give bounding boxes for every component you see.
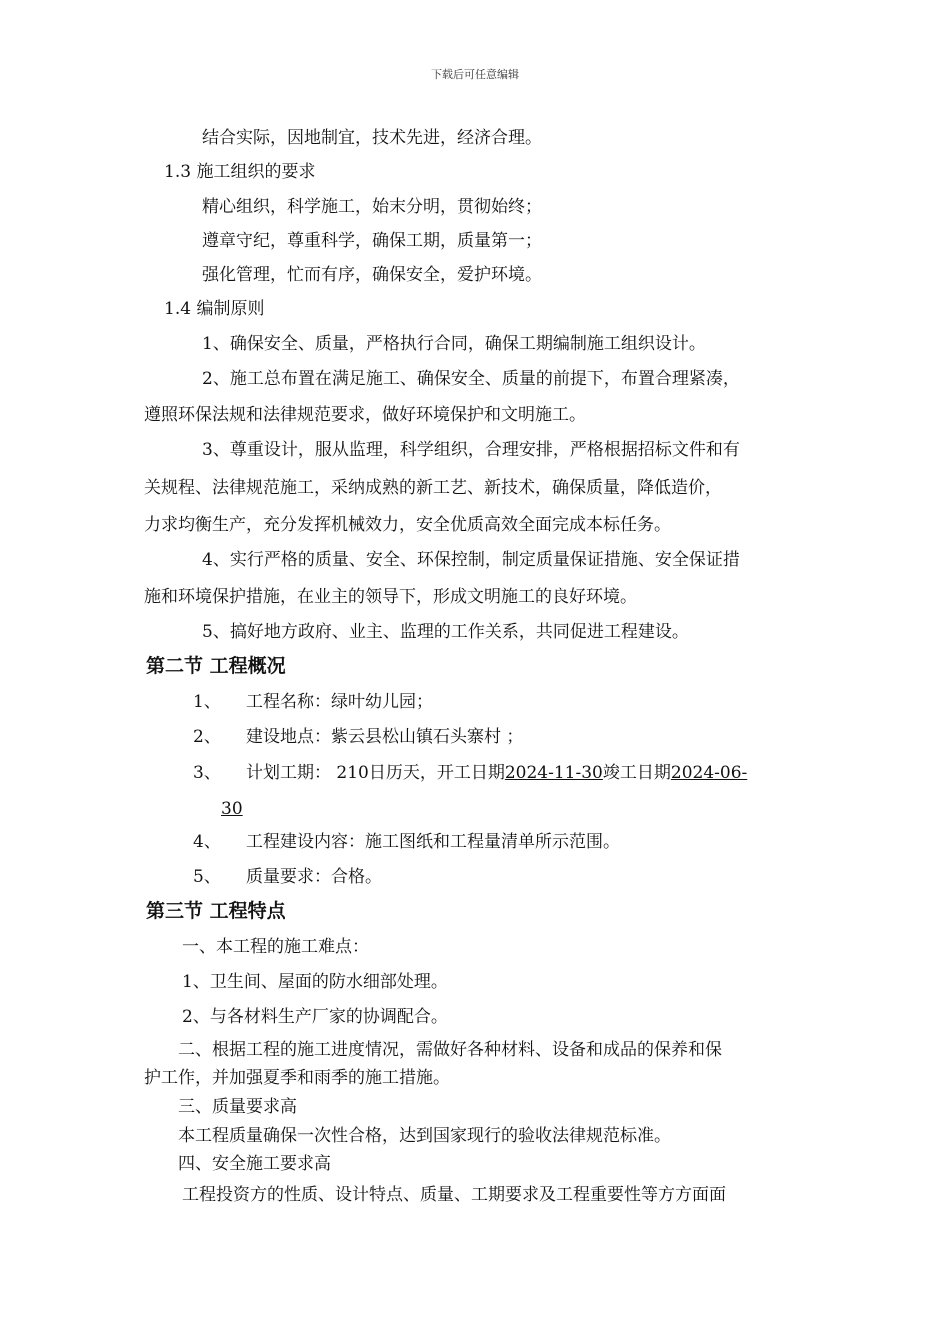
body-line: 力求均衡生产，充分发挥机械效力，安全优质高效全面完成本标任务。	[144, 515, 671, 535]
body-line: 2、施工总布置在满足施工、确保安全、质量的前提下，布置合理紧凑，	[202, 369, 740, 389]
body-line: 4、实行严格的质量、安全、环保控制，制定质量保证措施、安全保证措	[202, 550, 740, 570]
list-item: 建设地点：紫云县松山镇石头寨村 ；	[246, 727, 524, 747]
body-line: 二、根据工程的施工进度情况，需做好各种材料、设备和成品的保养和保	[178, 1040, 722, 1060]
list-item-number: 2、	[193, 727, 221, 747]
body-line: 四、安全施工要求高	[178, 1154, 331, 1174]
body-line: 1、卫生间、屋面的防水细部处理。	[182, 972, 448, 992]
body-line: 施和环境保护措施，在业主的领导下，形成文明施工的良好环境。	[144, 587, 637, 607]
body-line: 精心组织，科学施工，始末分明，贯彻始终；	[202, 197, 542, 217]
end-date: 2024-06-	[670, 763, 748, 783]
body-line: 护工作，并加强夏季和雨季的施工措施。	[144, 1068, 450, 1088]
body-line: 三、质量要求高	[178, 1097, 297, 1117]
body-line: 2、与各材料生产厂家的协调配合。	[182, 1007, 448, 1027]
subheading: 1.3 施工组织的要求	[164, 162, 316, 182]
list-item: 工程名称：绿叶幼儿园；	[246, 692, 433, 712]
body-line: 强化管理，忙而有序，确保安全，爱护环境。	[202, 265, 542, 285]
body-line: 3、尊重设计，服从监理，科学组织，合理安排，严格根据招标文件和有	[202, 440, 740, 460]
body-line: 关规程、法律规范施工，采纳成熟的新工艺、新技术，确保质量，降低造价，	[144, 478, 722, 498]
body-line: 遵章守纪，尊重科学，确保工期，质量第一；	[202, 231, 542, 251]
subheading: 1.4 编制原则	[164, 299, 265, 319]
list-item: 工程建设内容：施工图纸和工程量清单所示范围。	[246, 832, 620, 852]
body-line: 结合实际，因地制宜，技术先进，经济合理。	[202, 128, 542, 148]
body-line: 1、确保安全、质量，严格执行合同，确保工期编制施工组织设计。	[202, 334, 706, 354]
body-line: 遵照环保法规和法律规范要求，做好环境保护和文明施工。	[144, 405, 586, 425]
list-item-number: 5、	[193, 867, 221, 887]
body-line: 本工程质量确保一次性合格，达到国家现行的验收法律规范标准。	[178, 1126, 671, 1146]
list-item-number: 1、	[193, 692, 221, 712]
body-line: 一、本工程的施工难点：	[182, 937, 369, 957]
end-date-continued: 30	[221, 799, 243, 819]
section-title: 第三节 工程特点	[146, 900, 286, 922]
page-header: 下载后可任意编辑	[431, 68, 519, 81]
start-date: 2024-11-30	[504, 763, 603, 783]
body-line: 5、搞好地方政府、业主、监理的工作关系，共同促进工程建设。	[202, 622, 689, 642]
end-label: 竣工日期	[602, 763, 671, 783]
list-item-number: 4、	[193, 832, 221, 852]
list-item-number: 3、	[193, 763, 221, 783]
body-line: 工程投资方的性质、设计特点、质量、工期要求及工程重要性等方方面面	[182, 1185, 726, 1205]
list-item	[246, 762, 747, 784]
section-title: 第二节 工程概况	[146, 655, 286, 677]
schedule-text: 计划工期： 210日历天，开工日期	[246, 763, 505, 783]
list-item: 质量要求：合格。	[246, 867, 382, 887]
